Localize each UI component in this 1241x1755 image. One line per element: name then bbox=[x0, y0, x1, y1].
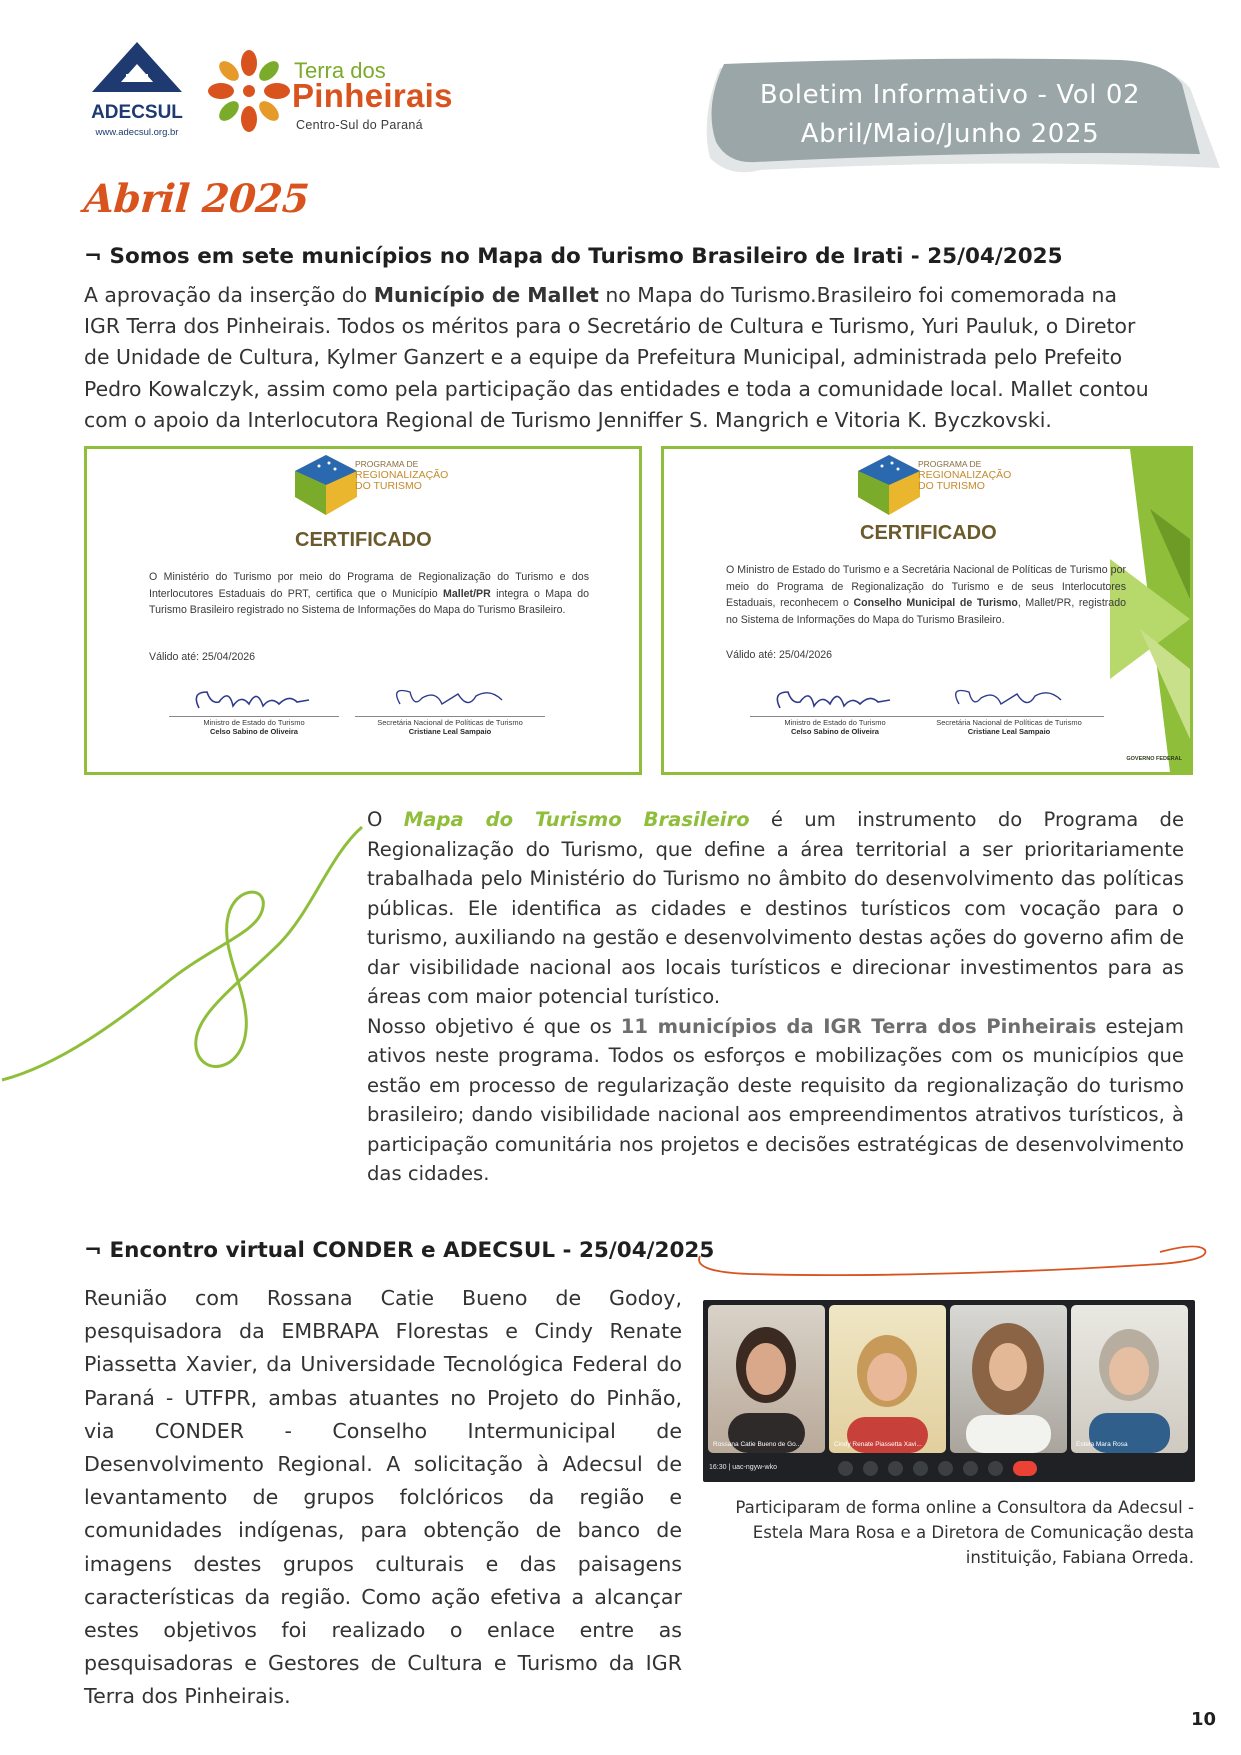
prt-logo-text bbox=[918, 459, 1011, 492]
prt-logo-text bbox=[355, 459, 448, 492]
signature-role: Ministro de Estado do Turismo bbox=[750, 716, 920, 727]
mapa-description-paragraph bbox=[367, 805, 1184, 1189]
certificate-text bbox=[149, 569, 589, 619]
captions-icon bbox=[888, 1461, 903, 1476]
prt-line2: REGIONALIZAÇÃO bbox=[918, 469, 1012, 481]
intro-text: no Mapa do Turismo.Brasileiro foi comemorada na bbox=[598, 283, 1117, 307]
adecsul-logo bbox=[82, 42, 192, 142]
bulletin-banner bbox=[700, 58, 1230, 190]
participant-tile bbox=[708, 1305, 825, 1453]
certificate-text bbox=[726, 562, 1126, 628]
signature-name: Celso Sabino de Oliveira bbox=[210, 727, 298, 736]
objetivo-highlight: 11 municípios da IGR Terra dos Pinheirais bbox=[620, 1014, 1097, 1038]
mic-icon bbox=[838, 1461, 853, 1476]
raise-hand-icon bbox=[963, 1461, 978, 1476]
end-call-icon bbox=[1013, 1461, 1037, 1476]
participant-tile bbox=[950, 1305, 1067, 1453]
intro-bold-municipio: Município de Mallet bbox=[373, 283, 599, 307]
camera-icon bbox=[863, 1461, 878, 1476]
intro-line-5: com o apoio da Interlocutora Regional de Turismo Jenniffer S. Mangrich e Vitoria K. Byczkovski. bbox=[84, 407, 1052, 432]
cert-text-bold: Conselho Municipal de Turismo bbox=[853, 597, 1018, 609]
mapa-text: é um instrumento do Programa de Regionalização do Turismo, que define a área territorial a ser prioritariamente trabalhada pelo Ministério do Turismo no âmbito do desenvolvimento das políticas públicas. Ele identifica as cidades e destinos turísticos com vocação para o turismo, auxiliando na gestão e desenvolvimento destas ações do governo afim de dar visibilidade nacional aos locais turísticos e direcionar investimentos para as áreas com maior potencial turístico. bbox=[367, 808, 1185, 1008]
participant-name: Rossana Catie Bueno de Go... bbox=[713, 1441, 802, 1448]
signature-role: Secretária Nacional de Políticas de Turismo bbox=[914, 716, 1104, 727]
signature-name: Cristiane Leal Sampaio bbox=[408, 727, 492, 736]
intro-line-3: de Unidade de Cultura, Kylmer Ganzert e a equipe da Prefeitura Municipal, administrada pelo Prefeito bbox=[84, 345, 1123, 370]
meeting-caption: Participaram de forma online a Consultora da Adecsul - Estela Mara Rosa e a Diretora de Comunicação desta instituição, Fabiana Orreda. bbox=[735, 1498, 1194, 1568]
participant-name: Cindy Renate Piassetta Xavi... bbox=[834, 1441, 922, 1448]
adecsul-name: ADECSUL bbox=[91, 102, 183, 123]
signature-secretary bbox=[914, 684, 1104, 736]
certificate-title: CERTIFICADO bbox=[295, 529, 432, 551]
signature-icon bbox=[380, 684, 520, 716]
certificate-title: CERTIFICADO bbox=[860, 522, 997, 544]
intro-text: A aprovação da inserção do bbox=[84, 283, 374, 307]
cert-text-bold: Mallet/PR bbox=[443, 587, 491, 600]
prt-line1: PROGRAMA DE bbox=[918, 459, 982, 469]
adecsul-a-mark-icon bbox=[92, 42, 182, 102]
cert-text-b: integra o Mapa do Turismo Brasileiro registrado no Sistema de Informações do Mapa do Turismo Brasileiro. bbox=[149, 587, 589, 616]
meeting-time-code: 16:30 | uac-ngyw-wko bbox=[709, 1464, 777, 1471]
present-icon bbox=[938, 1461, 953, 1476]
certificate-valid-until: Válido até: 25/04/2026 bbox=[726, 649, 833, 661]
participant-photo bbox=[950, 1305, 1067, 1453]
prt-line2: REGIONALIZAÇÃO bbox=[355, 469, 449, 481]
objetivo-text: estejam ativos neste programa. Todos os esforços e mobilizações com os municípios que estão em processo de regularização deste requisito da regionalização do turismo brasileiro; dando visibilidade nacional aos empreendimentos atrativos turísticos, à participação comunitária nos projetos e decisões estratégicas de desenvolvimento das cidades. bbox=[367, 1014, 1184, 1185]
prt-logo-icon bbox=[291, 453, 361, 519]
certificate-conselho bbox=[661, 446, 1193, 775]
section-heading-encontro: ¬ Encontro virtual CONDER e ADECSUL - 25/04/2025 bbox=[84, 1238, 715, 1263]
signature-name: Cristiane Leal Sampaio bbox=[967, 727, 1051, 736]
mapa-intro-paragraph bbox=[84, 280, 1184, 436]
signature-name: Celso Sabino de Oliveira bbox=[791, 727, 879, 736]
cert-text-a: O Ministério do Turismo por meio do Programa de Regionalização do Turismo e dos Interlocutores Estaduais do PRT, certifica que o Município bbox=[149, 571, 589, 600]
prt-line1: PROGRAMA DE bbox=[355, 459, 419, 469]
signature-role: Secretária Nacional de Políticas de Turismo bbox=[355, 716, 545, 727]
mapa-highlight: Mapa do Turismo Brasileiro bbox=[403, 808, 750, 831]
banner-line1: Boletim Informativo - Vol 02 bbox=[759, 80, 1141, 110]
signature-icon bbox=[939, 684, 1079, 716]
participant-photo bbox=[829, 1305, 946, 1453]
pinheirais-flower-icon bbox=[204, 46, 294, 136]
cert-text-b: , Mallet/PR, registrado no Sistema de Informações do Mapa do Turismo Brasileiro. bbox=[726, 597, 1126, 626]
banner-line2: Abril/Maio/Junho 2025 bbox=[800, 119, 1100, 149]
signature-minister bbox=[750, 684, 920, 736]
mapa-text: O bbox=[367, 808, 404, 831]
participant-name: Estela Mara Rosa bbox=[1076, 1441, 1128, 1448]
certificate-mallet bbox=[84, 446, 642, 775]
green-swirl-decoration bbox=[0, 815, 370, 1095]
intro-line-1 bbox=[84, 280, 1184, 311]
adecsul-url: www.adecsul.org.br bbox=[95, 127, 179, 138]
signature-role: Ministro de Estado do Turismo bbox=[169, 716, 339, 727]
signature-icon bbox=[770, 684, 900, 716]
orange-underline-decoration bbox=[690, 1244, 1215, 1284]
participant-tile bbox=[1071, 1305, 1188, 1453]
governo-federal-mark: GOVERNO FEDERAL bbox=[1126, 756, 1182, 762]
terra-logo-line3: Centro-Sul do Paraná bbox=[296, 118, 423, 132]
meeting-toolbar bbox=[703, 1456, 1195, 1482]
certificate-valid-until: Válido até: 25/04/2026 bbox=[149, 651, 256, 663]
signature-secretary bbox=[355, 684, 545, 736]
emoji-icon bbox=[913, 1461, 928, 1476]
terra-dos-pinheirais-logo bbox=[204, 46, 484, 141]
signature-minister bbox=[169, 684, 339, 736]
terra-logo-line2: Pinheirais bbox=[292, 77, 453, 114]
prt-logo-icon bbox=[854, 453, 924, 519]
cert-text-a: O Ministro de Estado do Turismo e a Secretária Nacional de Políticas de Turismo por meio do Programa de Regionalização do Turismo e de seus Interlocutores Estaduais, reconhecem o bbox=[726, 564, 1126, 609]
intro-line-4: Pedro Kowalczyk, assim como pela participação das entidades e toda a comunidade local. Mallet contou bbox=[84, 376, 1149, 401]
signature-icon bbox=[189, 684, 319, 716]
participant-tile bbox=[829, 1305, 946, 1453]
terra-logo-line1: Terra dos bbox=[294, 58, 386, 83]
more-options-icon bbox=[988, 1461, 1003, 1476]
encontro-paragraph: Reunião com Rossana Catie Bueno de Godoy, pesquisadora da EMBRAPA Florestas e Cindy Renate Piassetta Xavier, da Universidade Tecnológica Federal do Paraná - UTFPR, ambas atuantes no Projeto do Pinhão, via CONDER - Conselho Intermunicipal de Desenvolvimento Regional. A solicitação à Adecsul de levantamento de grupos folclóricos da região e comunidades indígenas, para obtenção de banco de imagens destes grupos culturais e das paisagens características da região. Como ação efetiva a alcançar estes objetivos foi realizado o enlace entre as pesquisadoras e Gestores de Cultura e Turismo da IGR Terra dos Pinheirais. bbox=[84, 1286, 682, 1709]
video-meeting-screenshot bbox=[703, 1300, 1195, 1482]
month-title: Abril 2025 bbox=[82, 176, 311, 222]
section-heading-mapa: ¬ Somos em sete municípios no Mapa do Turismo Brasileiro de Irati - 25/04/2025 bbox=[84, 244, 1063, 269]
prt-line3: DO TURISMO bbox=[918, 480, 985, 492]
participant-photo bbox=[1071, 1305, 1188, 1453]
participant-photo bbox=[708, 1305, 825, 1453]
page-number: 10 bbox=[1191, 1709, 1217, 1730]
prt-line3: DO TURISMO bbox=[355, 480, 422, 492]
intro-line-2: IGR Terra dos Pinheirais. Todos os méritos para o Secretário de Cultura e Turismo, Yuri Pauluk, o Diretor bbox=[84, 314, 1136, 339]
objetivo-text: Nosso objetivo é que os bbox=[367, 1014, 621, 1038]
